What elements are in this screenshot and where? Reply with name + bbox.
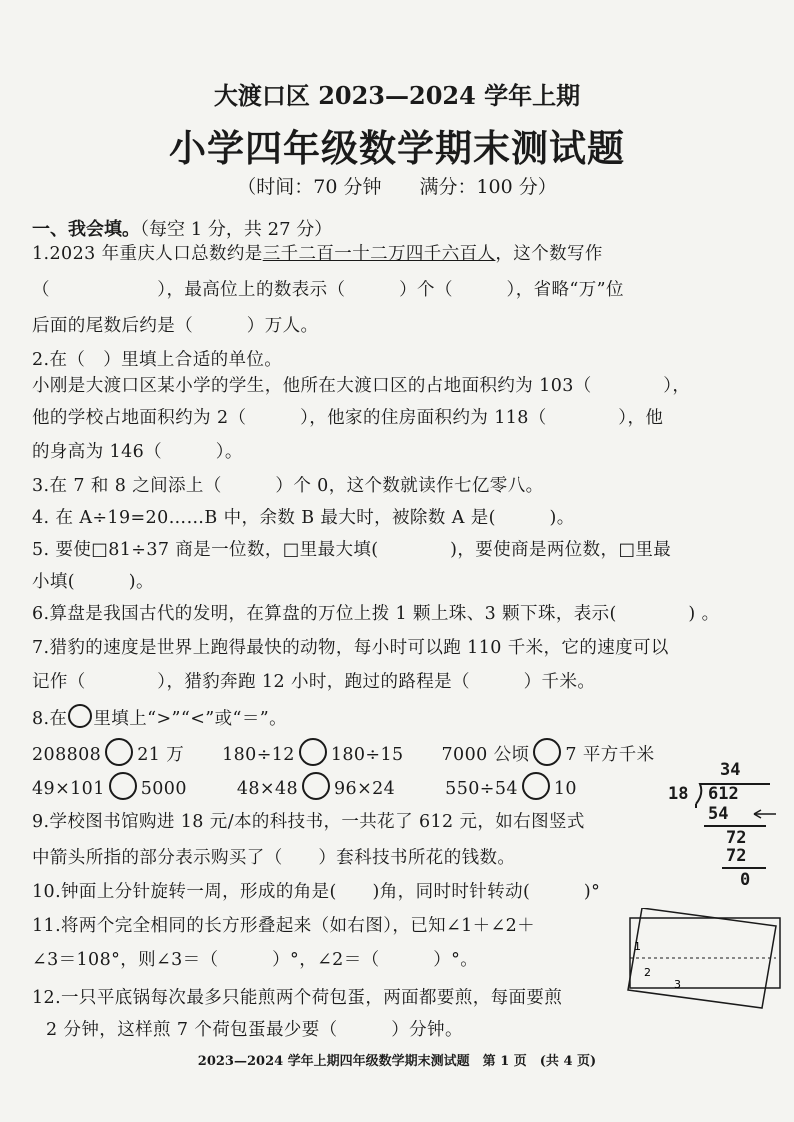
compare-right: 10 <box>553 779 577 799</box>
compare-right: 7 平方千米 <box>565 745 655 765</box>
question-10: 10.钟面上分针旋转一周，形成的角是( )角，同时时针转动( )° <box>32 882 601 902</box>
question-2-line-4: 的身高为 146（ ）。 <box>32 442 243 462</box>
angle-label-1: 1 <box>634 940 641 953</box>
question-11-line-2: ∠3＝108°，则∠3＝（ ）°，∠2＝（ ）°。 <box>32 950 479 970</box>
question-3: 3.在 7 和 8 之间添上（ ）个 0，这个数就读作七亿零八。 <box>32 476 544 496</box>
compare-left: 49×101 <box>32 779 105 799</box>
division-step-3: 72 <box>726 846 747 866</box>
question-1-line-2: （ ），最高位上的数表示（ ）个（ ），省略“万”位 <box>32 280 624 300</box>
long-division-figure <box>660 760 780 890</box>
section-1-heading <box>32 215 332 241</box>
compare-circle-input[interactable] <box>533 738 561 766</box>
question-1-line-3: 后面的尾数后约是（ ）万人。 <box>32 316 319 336</box>
division-lines <box>660 760 780 890</box>
rectangles-svg <box>626 908 786 1018</box>
question-7-line-2: 记作（ ），猎豹奔跑 12 小时，跑过的路程是（ ）千米。 <box>32 672 596 692</box>
question-5-line-1: 5. 要使□81÷37 商是一位数，□里最大填( )，要使商是两位数，□里最 <box>32 540 672 560</box>
compare-right: 21 万 <box>137 745 185 765</box>
angle-label-3: 3 <box>674 978 681 991</box>
question-1-line-1 <box>32 240 603 265</box>
q1-text: 1.2023 年重庆人口总数约是 <box>32 244 263 264</box>
question-12-line-1: 12.一只平底锅每次最多只能煎两个荷包蛋，两面都要煎，每面要煎 <box>32 988 563 1008</box>
compare-left: 7000 公顷 <box>441 745 530 765</box>
division-step-1: 54 <box>708 804 729 824</box>
section-1-note: （每空 1 分，共 27 分） <box>140 219 333 240</box>
q8-compare-row-1 <box>32 738 655 766</box>
compare-right: 96×24 <box>334 779 396 799</box>
angle-label-2: 2 <box>644 966 651 979</box>
question-2-line-2: 小刚是大渡口区某小学的学生，他所在大渡口区的占地面积约为 103（ ）， <box>32 376 691 396</box>
division-remainder: 0 <box>740 870 751 890</box>
exam-title: 小学四年级数学期末测试题 <box>169 126 625 170</box>
compare-right: 5000 <box>140 779 187 799</box>
division-quotient: 34 <box>720 760 741 780</box>
question-7-line-1: 7.猎豹的速度是世界上跑得最快的动物，每小时可以跑 110 千米，它的速度可以 <box>32 638 669 658</box>
section-1-title: 一、我会填。 <box>32 219 140 240</box>
compare-left: 48×48 <box>236 779 299 799</box>
division-divisor: 18 <box>668 784 689 804</box>
exam-info: （时间：70 分钟 满分：100 分） <box>237 176 557 198</box>
compare-circle-input[interactable] <box>299 738 327 766</box>
q1-underlined-number: 三千二百一十二万四千六百人 <box>262 244 496 264</box>
question-9-line-1: 9.学校图书馆购进 18 元/本的科技书，一共花了 612 元，如右图竖式 <box>32 812 585 832</box>
question-2-line-3: 他的学校占地面积约为 2（ ），他家的住房面积约为 118（ ），他 <box>32 408 664 428</box>
question-8-instruction <box>32 704 287 730</box>
question-2-line-1: 2.在（ ）里填上合适的单位。 <box>32 350 283 370</box>
question-11-line-1: 11.将两个完全相同的长方形叠起来（如右图），已知∠1＋∠2＋ <box>32 916 536 936</box>
division-dividend: 612 <box>708 784 739 804</box>
compare-circle-input[interactable] <box>522 772 550 800</box>
question-5-line-2: 小填( )。 <box>32 572 154 592</box>
compare-right: 180÷15 <box>330 745 404 765</box>
overlapping-rectangles-figure <box>626 908 786 1018</box>
circle-icon <box>68 704 92 728</box>
question-12-line-2: 2 分钟，这样煎 7 个荷包蛋最少要（ ）分钟。 <box>46 1020 463 1040</box>
q8-text: 8.在 <box>32 709 68 729</box>
compare-left: 550÷54 <box>445 779 518 799</box>
compare-circle-input[interactable] <box>105 738 133 766</box>
division-step-2: 72 <box>726 828 747 848</box>
header-school-year: 大渡口区 2023—2024 学年上期 <box>213 81 581 110</box>
compare-left: 180÷12 <box>222 745 295 765</box>
question-6: 6.算盘是我国古代的发明，在算盘的万位上拨 1 颗上珠、3 颗下珠，表示( ) 。 <box>32 604 720 624</box>
question-9-line-2: 中箭头所指的部分表示购买了（ ）套科技书所花的钱数。 <box>32 848 516 868</box>
q8-compare-row-2 <box>32 772 577 800</box>
q1-text-end: ，这个数写作 <box>495 244 603 264</box>
compare-circle-input[interactable] <box>302 772 330 800</box>
compare-circle-input[interactable] <box>109 772 137 800</box>
question-4: 4. 在 A÷19=20……B 中，余数 B 最大时，被除数 A 是( )。 <box>32 508 575 528</box>
page-footer: 2023—2024 学年上期四年级数学期末测试题 第 1 页 (共 4 页) <box>197 1054 597 1069</box>
q8-text-end: 里填上“>”“<”或“＝”。 <box>93 709 288 729</box>
compare-left: 208808 <box>32 745 102 765</box>
